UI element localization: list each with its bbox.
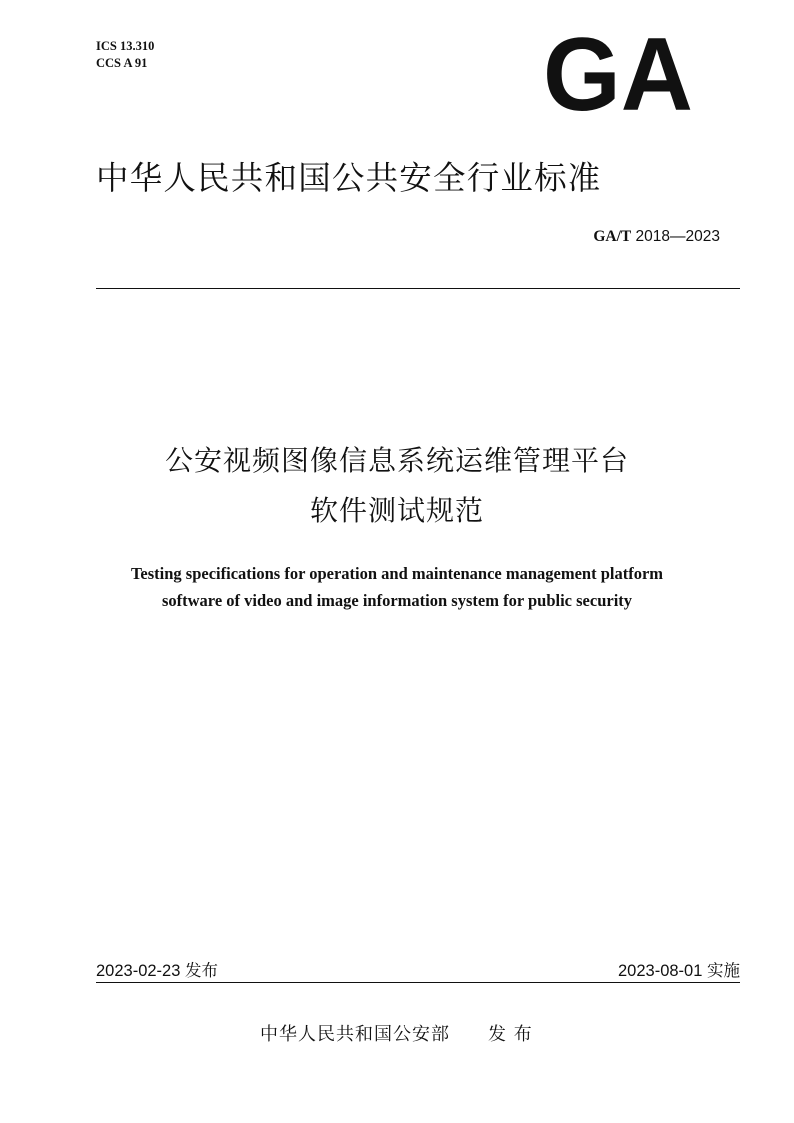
header-divider bbox=[96, 288, 740, 289]
chinese-title-line-2: 软件测试规范 bbox=[309, 494, 484, 527]
footer-divider bbox=[96, 982, 740, 983]
issue-date: 2023-02-23 发布 bbox=[96, 962, 218, 980]
ga-logo-text: GA bbox=[543, 30, 693, 116]
standard-number-value: 2018—2023 bbox=[635, 228, 720, 245]
ga-logo bbox=[540, 30, 700, 116]
chinese-title-line-1: 公安视频图像信息系统运维管理平台 bbox=[164, 444, 629, 477]
ics-code: ICS 13.310 bbox=[96, 39, 155, 53]
implementation-date: 2023-08-01 实施 bbox=[618, 962, 740, 980]
issuer bbox=[260, 1020, 533, 1046]
issuer-action: 发 布 bbox=[488, 1024, 533, 1045]
issuer-organization: 中华人民共和国公安部 bbox=[260, 1024, 450, 1045]
chinese-title bbox=[60, 436, 734, 536]
classification-codes bbox=[96, 38, 154, 72]
standard-category-title: 中华人民共和国公共安全行业标准 bbox=[96, 159, 602, 197]
standard-number-prefix: GA/T bbox=[593, 228, 632, 245]
english-title-line-2: software of video and image information system for public security bbox=[161, 591, 633, 610]
ccs-code: CCS A 91 bbox=[96, 56, 148, 70]
standard-number bbox=[400, 228, 720, 246]
english-title-line-1: Testing specifications for operation and maintenance management platform bbox=[130, 564, 664, 583]
english-title bbox=[60, 560, 734, 614]
